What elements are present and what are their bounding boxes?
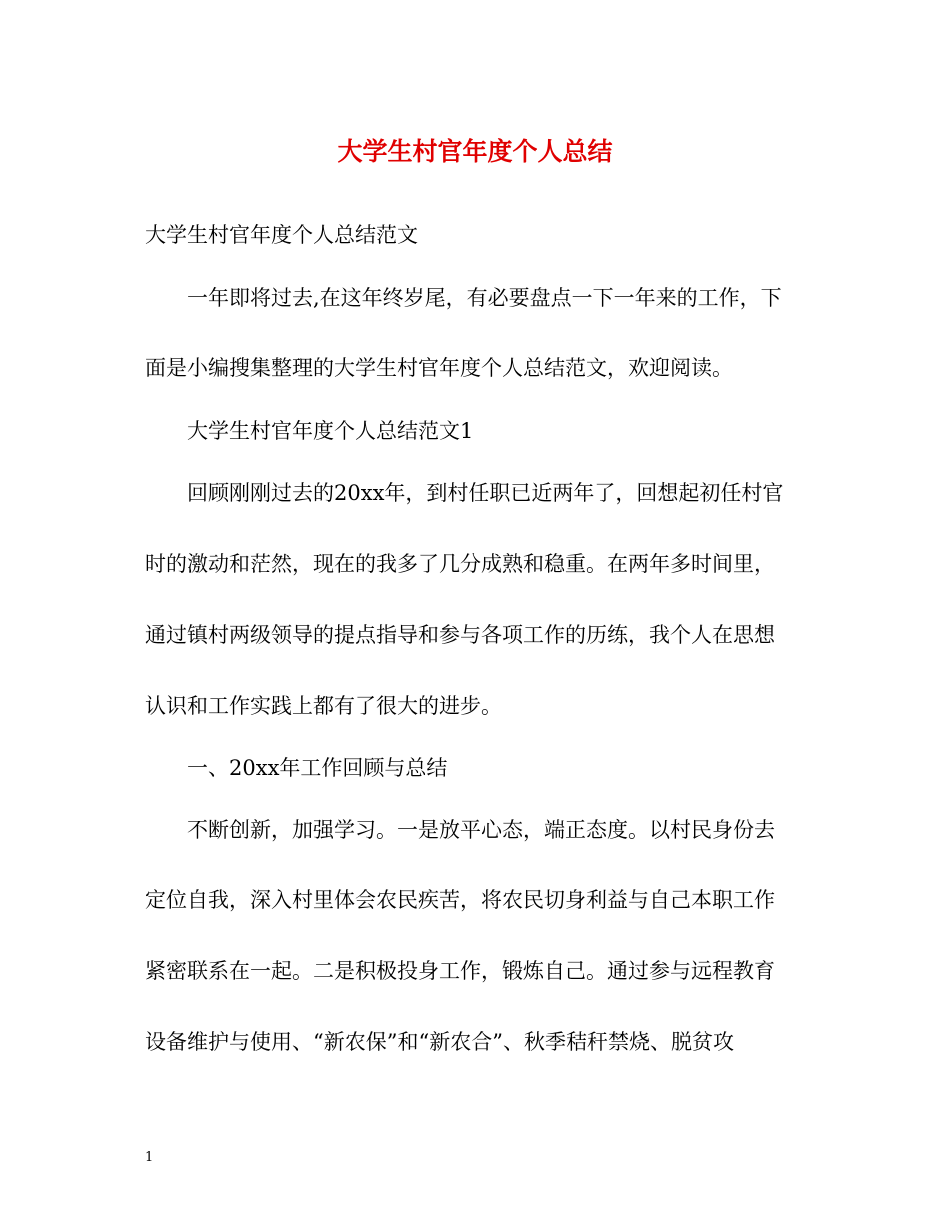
text-line: 面是小编搜集整理的大学生村官年度个人总结范文，欢迎阅读。: [145, 356, 733, 380]
document-title: 大学生村官年度个人总结: [337, 137, 613, 166]
text-line: 一、20xx年工作回顾与总结: [187, 756, 448, 780]
text-line: 紧密联系在一起。二是积极投身工作，锻炼自己。通过参与远程教育: [145, 959, 775, 983]
text-line: 大学生村官年度个人总结范文: [145, 223, 418, 247]
text-line: 设备维护与使用、“新农保”和“新农合”、秋季秸秆禁烧、脱贫攻: [145, 1030, 734, 1054]
page-number: 1: [145, 1150, 154, 1165]
text-line: 通过镇村两级领导的提点指导和参与各项工作的历练，我个人在思想: [145, 623, 775, 647]
text-line: 大学生村官年度个人总结范文1: [187, 419, 474, 443]
text-line: 不断创新，加强学习。一是放平心态，端正态度。以村民身份去: [187, 818, 775, 842]
text-line: 回顾刚刚过去的20xx年，到村任职已近两年了，回想起初任村官: [187, 481, 784, 505]
text-line: 一年即将过去,在这年终岁尾，有必要盘点一下一年来的工作，下: [187, 286, 782, 310]
text-line: 定位自我，深入村里体会农民疾苦，将农民切身利益与自己本职工作: [145, 888, 775, 912]
text-line: 时的激动和茫然，现在的我多了几分成熟和稳重。在两年多时间里，: [145, 552, 775, 576]
text-line: 认识和工作实践上都有了很大的进步。: [145, 694, 502, 718]
